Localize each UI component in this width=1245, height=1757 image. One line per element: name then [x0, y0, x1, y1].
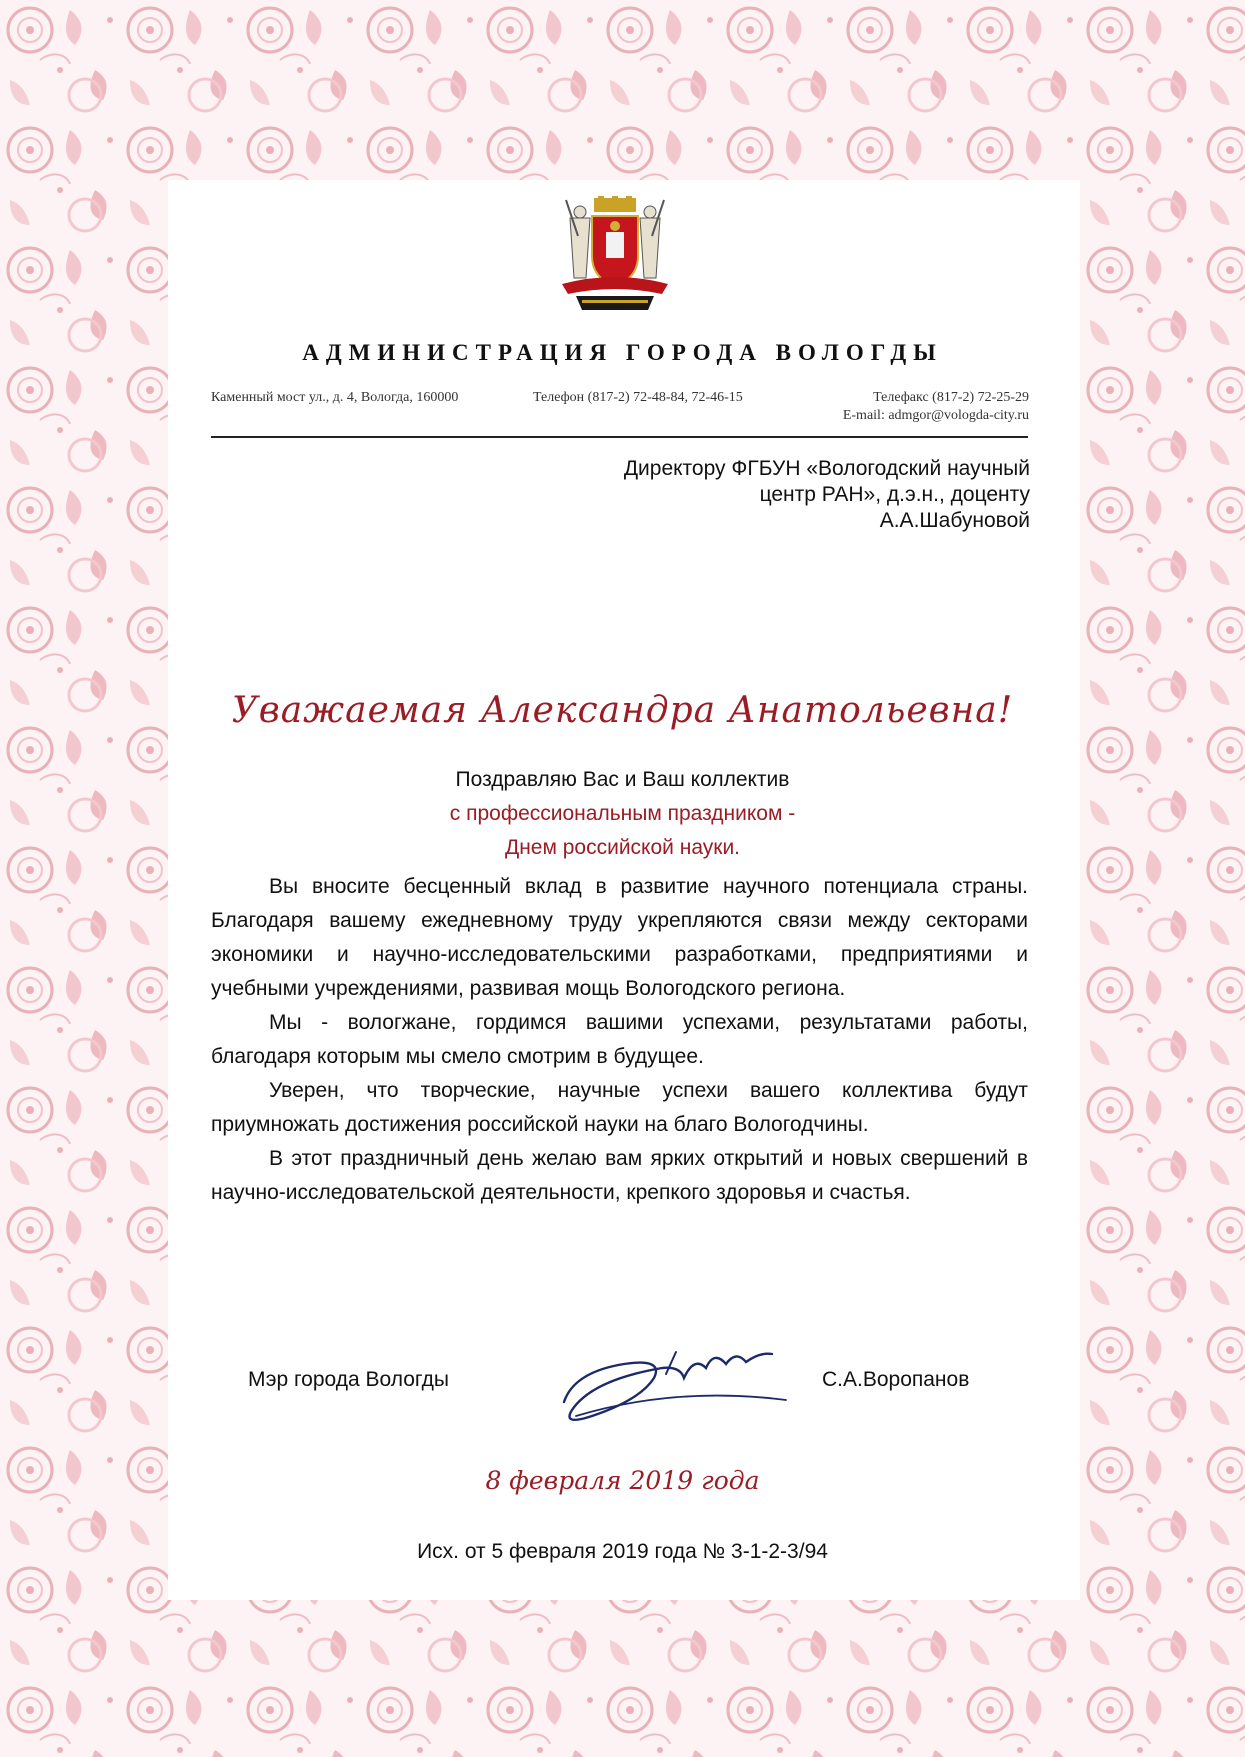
org-address: Каменный мост ул., д. 4, Вологда, 160000	[211, 390, 459, 405]
greeting-line: Днем российской науки.	[504, 836, 741, 859]
header-divider	[211, 436, 1028, 438]
vologda-coat-of-arms-icon	[556, 196, 674, 314]
addressee-line: А.А.Шабуновой	[879, 509, 1030, 532]
signer-name: С.А.Воропанов	[822, 1368, 970, 1391]
org-phone: Телефон (817-2) 72-48-84, 72-46-15	[533, 390, 743, 405]
greeting-line: Поздравляю Вас и Ваш коллектив	[455, 768, 790, 791]
org-email: E-mail: admgor@vologda-city.ru	[842, 408, 1029, 423]
body-paragraph: Вы вносите бесценный вклад в развитие научного потенциала страны. Благодаря вашему ежедневному труду укрепляются связи между секторами экономики и научно-исследовательскими разработками, предприятиями и учебными учреждениями, развивая мощь Вологодского региона.	[211, 875, 1028, 1000]
greeting-line: с профессиональным праздником -	[449, 802, 796, 825]
signer-title: Мэр города Вологды	[248, 1368, 449, 1391]
reference-number: Исх. от 5 февраля 2019 года № 3-1-2-3/94	[417, 1540, 828, 1563]
body-paragraph: Мы - вологжане, гордимся вашими успехами, результатами работы, благодаря которым мы смело смотрим в будущее.	[211, 1011, 1028, 1068]
letter-body	[211, 870, 1028, 1210]
handwritten-signature	[556, 1340, 818, 1428]
addressee-line: Директору ФГБУН «Вологодский научный	[623, 457, 1030, 480]
body-paragraph: Уверен, что творческие, научные успехи вашего коллектива будут приумножать достижения российской науки на благо Вологодчины.	[211, 1079, 1028, 1136]
addressee-block	[470, 456, 1030, 534]
organization-name: АДМИНИСТРАЦИЯ ГОРОДА ВОЛОГДЫ	[302, 340, 943, 365]
letter-date: 8 февраля 2019 года	[485, 1466, 760, 1495]
body-paragraph: В этот праздничный день желаю вам ярких открытий и новых свершений в научно-исследовательской деятельности, крепкого здоровья и счастья.	[211, 1147, 1028, 1204]
salutation: Уважаемая Александра Анатольевна!	[231, 690, 1014, 731]
org-fax: Телефакс (817-2) 72-25-29	[873, 390, 1029, 405]
addressee-line: центр РАН», д.э.н., доценту	[759, 483, 1030, 506]
